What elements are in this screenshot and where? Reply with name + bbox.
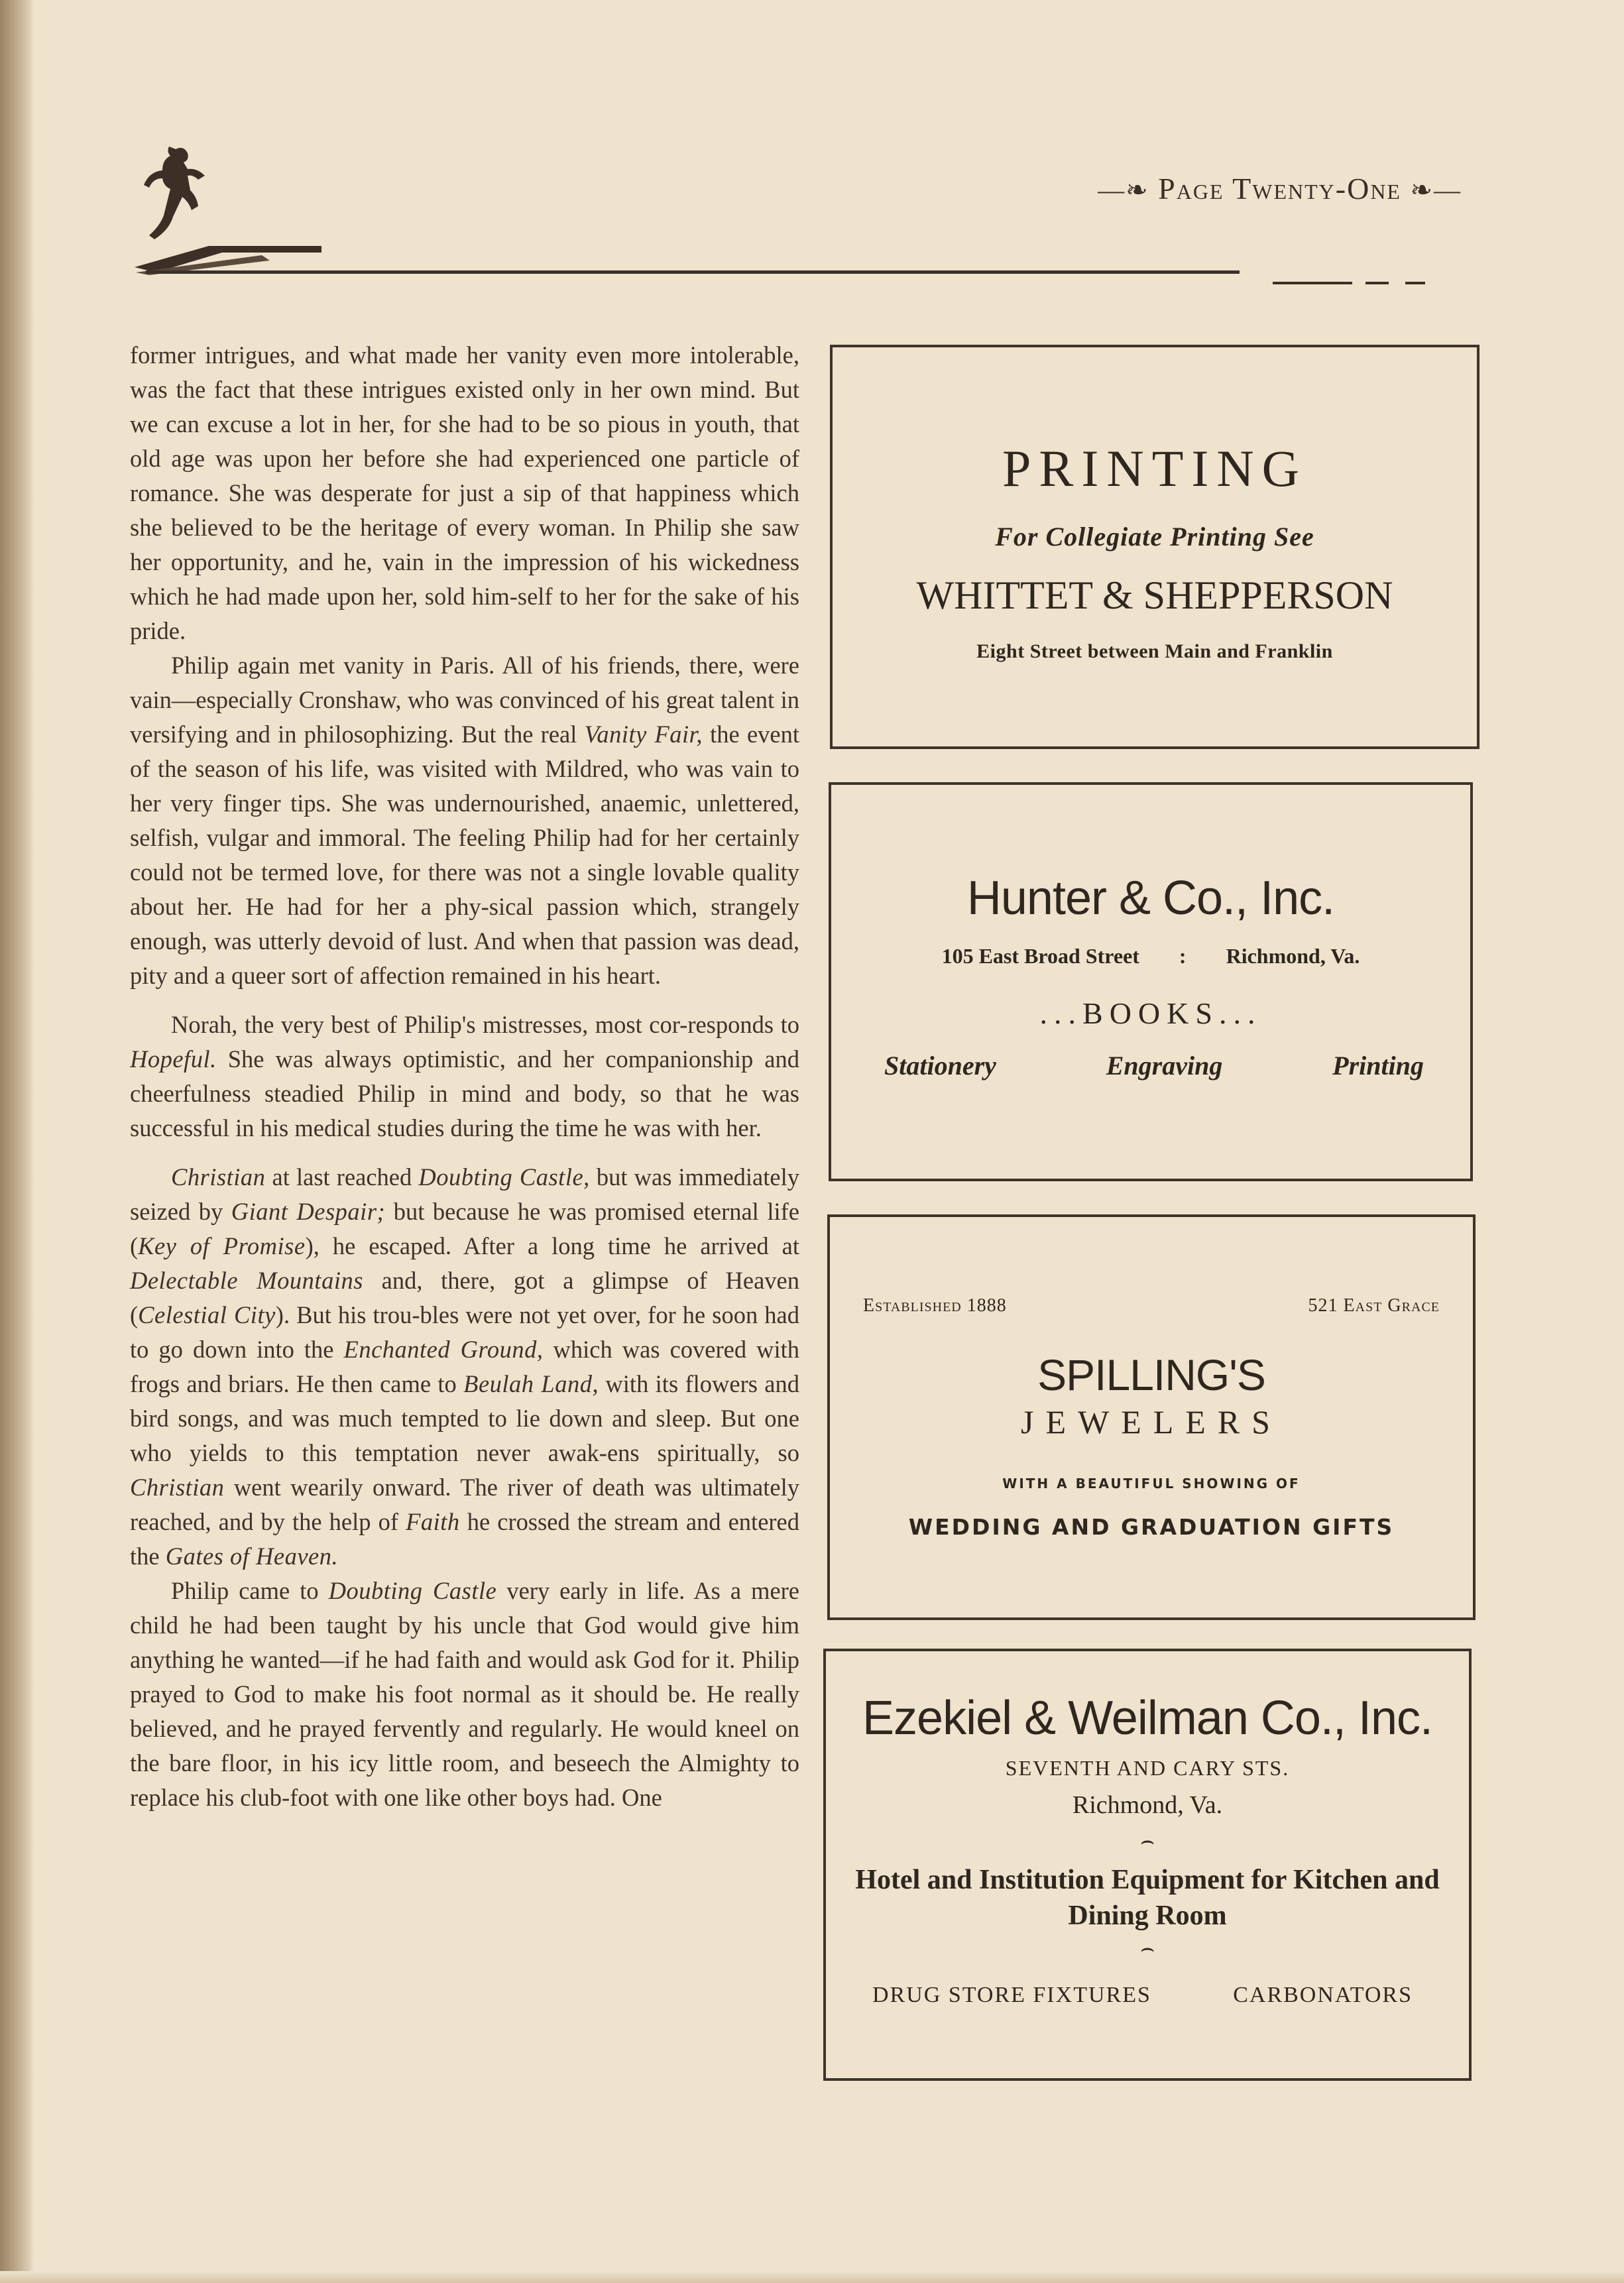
runner-emblem-icon [129,143,321,275]
ornament-swirl-icon: ⌢ [1139,1829,1155,1853]
ad-address: Eight Street between Main and Franklin [976,640,1333,662]
text-run: ), he escaped. After a long time he arrived at [305,1232,800,1259]
italic-title: Faith [406,1508,460,1535]
ad-tagline: For Collegiate Printing See [995,522,1314,552]
ad-spillings-jewelers [827,1214,1476,1620]
text-run: but because he was promised eternal life ( [130,1198,799,1259]
text-run: which was covered with frogs and briars. He then came to [130,1336,800,1397]
italic-title: Beulah Land, [463,1370,599,1397]
article-text-column [130,338,799,1815]
ad-firm-name: Hunter & Co., Inc. [966,872,1335,925]
text-run: She was always optimistic, and her companionship and cheerfulness steadied Philip in mind and body, so that he was successful in his medical studies during the time he was with her. [130,1045,799,1142]
ad-item-right: CARBONATORS [1233,1983,1413,2007]
italic-title: Vanity Fair, [584,721,703,748]
ad-street: SEVENTH AND CARY STS. [1005,1756,1290,1780]
italic-title: Enchanted Ground, [343,1336,544,1363]
text-run: Philip came to [171,1577,329,1604]
ad-city: Richmond, Va. [1226,944,1360,968]
italic-title: Gates of Heaven. [165,1543,339,1570]
text-run: very early in life. As a mere child he had been taught by his uncle that God would give him anything he wanted—if he had faith and would ask God for it. Philip prayed to God to make his foot normal as it should be. He really believed, and he prayed fervently and regularly. He would kneel on the bare floor, in his icy little room, and beseech the Almighty to replace his club-foot with one like other boys had. One [130,1577,799,1811]
ad-whittet-shepperson [830,345,1479,749]
ornament-left-icon: —❧ [1098,175,1149,205]
article-paragraph [130,1008,799,1145]
ad-firm-name: WHITTET & SHEPPERSON [916,573,1393,617]
ornament-swirl-icon: ⌢ [1139,1936,1155,1961]
text-run: Philip again met vanity in Paris. All of his friends, there, were vain—especially Cronshaw, who was convinced of his great talent in versifying and in philosophizing. But the real [130,652,799,748]
ad-services [884,1050,1424,1081]
ad-ezekiel-weilman [823,1649,1472,2081]
ad-hunter-co [829,782,1473,1181]
italic-title: Christian [130,1474,225,1501]
header-rule [146,270,1240,274]
ad-trade: JEWELERS [1021,1403,1282,1440]
article-paragraph [130,338,799,648]
italic-title: Hopeful. [130,1045,217,1073]
text-run: the event of the season of his life, was visited with Mildred, who was vain to her very finger tips. She was undernourished, anaemic, unlettered, selfish, vulgar and immoral. The feeling Philip had for her certainly could not be termed love, for there was not a single lovable quality about her. He had for her a phy-sical passion which, strangely enough, was utterly devoid of lust. And when that passion was dead, pity and a queer sort of affection remained in his heart. [130,721,799,989]
italic-title: Doubting Castle, [418,1163,590,1191]
ad-firm-name: SPILLING'S [1037,1350,1265,1399]
ad-heading: PRINTING [1002,439,1307,497]
page-bottom-edge [0,2271,1624,2283]
article-paragraph [130,1160,799,1574]
ad-service-item: Engraving [1106,1051,1223,1081]
ad-equipment: Hotel and Institution Equipment for Kitchen and Dining Room [855,1865,1440,1931]
text-run: and, there, got a glimpse of Heaven ( [130,1267,799,1328]
ad-separator: : [1179,944,1187,968]
text-run: but was immediately seized by [130,1163,799,1225]
text-run: he crossed the stream and entered the [130,1508,799,1570]
text-run: at last reached [265,1163,419,1191]
italic-title: Christian [171,1163,266,1191]
article-paragraph [130,648,799,993]
page-number-label [1098,171,1462,206]
italic-title: Delectable Mountains [130,1267,363,1294]
ad-tagline: WITH A BEAUTIFUL SHOWING OF [1002,1476,1301,1492]
text-run: Norah, the very best of Philip's mistresses, most cor-responds to [171,1011,799,1038]
ornament-right-icon: ❧— [1410,175,1462,205]
ad-address [831,944,1470,968]
ad-items [872,1983,1413,2008]
italic-title: Doubting Castle [328,1577,497,1604]
page-number-text: Page Twenty-One [1158,172,1401,205]
ad-item-left: DRUG STORE FIXTURES [872,1983,1151,2007]
ad-street: 105 East Broad Street [941,944,1139,968]
book-spine-shadow [0,0,34,2283]
text-run: went wearily onward. The river of death was ultimately reached, and by the help of [130,1474,799,1535]
ad-service-item: Printing [1332,1051,1424,1081]
ad-city: Richmond, Va. [1072,1791,1223,1819]
ad-address: 521 East Grace [1308,1295,1440,1316]
header-rule-dashes [1273,282,1425,284]
ad-firm-name: Ezekiel & Weilman Co., Inc. [862,1692,1432,1745]
ad-books-label: ...BOOKS... [1039,996,1262,1030]
article-paragraph [130,1574,799,1815]
text-run: former intrigues, and what made her vanity even more intolerable, was the fact that these intrigues existed only in her own mind. But we can excuse a lot in her, for she had to be so pious in youth, that old age was upon her before she had experienced one particle of romance. She was desperate for just a sip of that happiness which she believed to be the heritage of every woman. In Philip she saw her opportunity, and he, vain in the impression of his wickedness which he had made upon her, sold him-self to her for the sake of his pride. [130,341,799,644]
text-run: ). But his trou-bles were not yet over, for he soon had to go down into the [130,1301,799,1363]
text-run: with its flowers and bird songs, and was much tempted to lie down and sleep. But one who yields to this temptation never awak-ens spiritually, so [130,1370,800,1466]
ad-service-item: Stationery [884,1051,996,1081]
italic-title: Celestial City [138,1301,276,1328]
ad-established: Established 1888 [863,1295,1007,1316]
italic-title: Giant Despair; [231,1198,386,1225]
italic-title: Key of Promise [138,1232,306,1259]
ad-gifts: WEDDING AND GRADUATION GIFTS [908,1514,1395,1540]
